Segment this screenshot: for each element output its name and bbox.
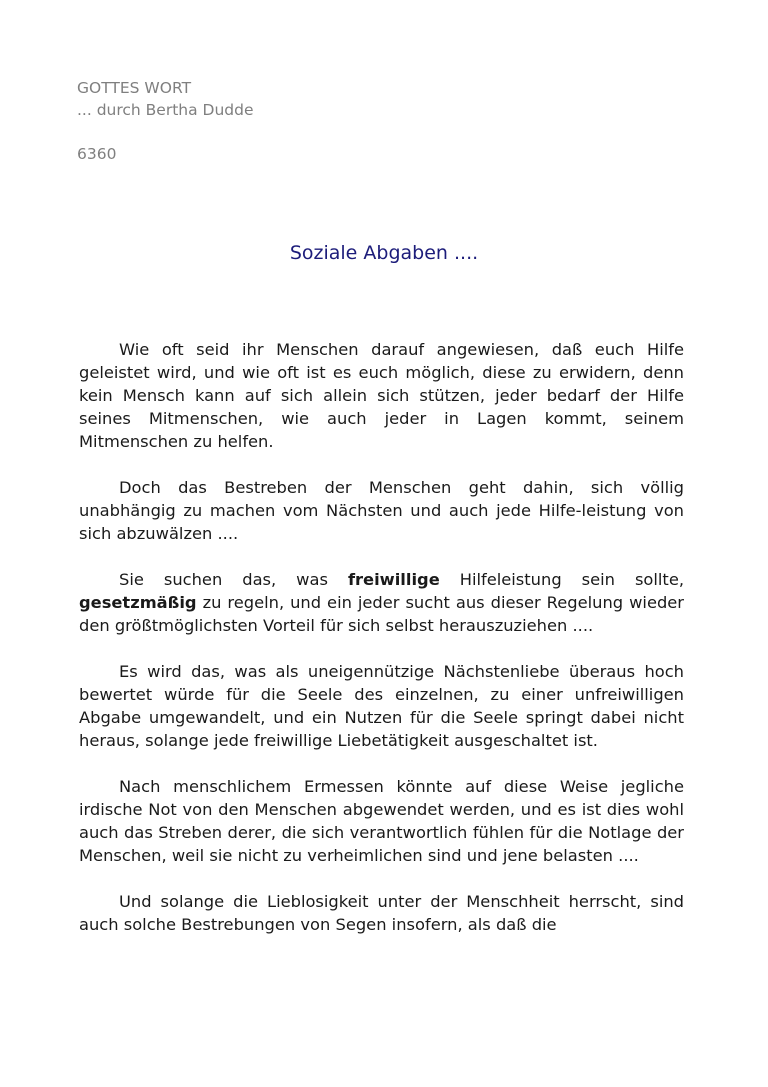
paragraph: Wie oft seid ihr Menschen darauf angewiesen, daß euch Hilfe geleistet wird, und wie oft ist es euch möglich, diese zu erwidern, denn kein Mensch kann auf sich allein sich stützen, jeder bedarf der Hilfe seines Mitmenschen, wie auch jeder in Lagen kommt, seinem Mitmenschen zu helfen. [79,340,684,451]
paragraph: Nach menschlichem Ermessen könnte auf diese Weise jegliche irdische Not von den Menschen abgewendet werden, und es ist dies wohl auch das Streben derer, die sich verantwortlich fühlen für die Notlage der Menschen, weil sie nicht zu verheimlichen sind und jene belasten .... [79,777,684,865]
paragraph: Es wird das, was als uneigennützige Nächstenliebe überaus hoch bewertet würde für die Seele des einzelnen, zu einer unfreiwilligen Abgabe umgewandelt, und ein Nutzen für die Seele springt dabei nicht heraus, solange jede freiwillige Liebetätigkeit ausgeschaltet ist. [79,662,684,750]
paragraph: Doch das Bestreben der Menschen geht dahin, sich völlig unabhängig zu machen vom Nächsten und auch jede Hilfe-leistung von sich abzuwälzen .... [79,478,684,543]
paragraph-text: zu regeln, und ein jeder sucht aus dieser Regelung wieder den größtmöglichsten Vorteil für sich selbst herauszuziehen .... [79,593,684,635]
message-number: 6360 [77,145,117,163]
document-header [77,77,254,165]
header-author: ... durch Bertha Dudde [77,101,254,119]
bold-term-gesetzmaessig: gesetzmäßig [79,593,197,612]
paragraph-text: Sie suchen das, was [119,570,348,589]
document-body [79,338,684,959]
bold-term-freiwillige: freiwillige [347,570,440,589]
paragraph-text: Hilfeleistung sein sollte, [439,570,685,589]
paragraph: Und solange die Lieblosigkeit unter der Menschheit herrscht, sind auch solche Bestrebungen von Segen insofern, als daß die [79,892,684,934]
paragraph [79,568,684,637]
document-title: Soziale Abgaben .... [289,242,479,264]
header-title: GOTTES WORT [77,79,192,97]
